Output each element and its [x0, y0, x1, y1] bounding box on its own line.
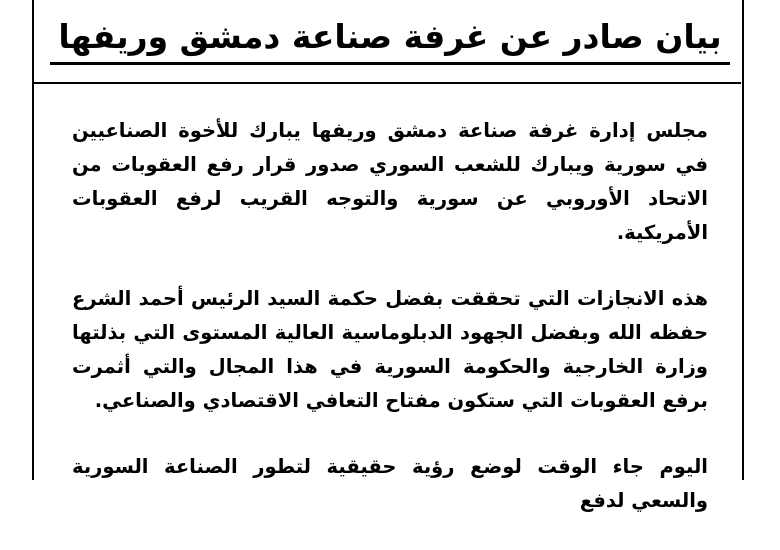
paragraph-congratulations: مجلس إدارة غرفة صناعة دمشق وريفها يبارك للأخوة الصناعيين في سورية ويبارك للشعب السوري صدور قرار رفع العقوبات من الاتحاد الأوروبي عن سورية والتوجه القريب لرفع العقوبات الأمريكية. — [72, 119, 708, 244]
document-body — [72, 114, 708, 550]
paragraph-vision: اليوم جاء الوقت لوضع رؤية حقيقية لتطور الصناعة السورية والسعي لدفع — [72, 455, 708, 512]
document-title: بيان صادر عن غرفة صناعة دمشق وريفها — [50, 14, 729, 65]
title-divider — [33, 82, 741, 84]
paragraph-achievements: هذه الانجازات التي تحققت بفضل حكمة السيد الرئيس أحمد الشرع حفظه الله وبفضل الجهود الدبلوماسية العالية المستوى التي بذلتها وزارة الخارجية والحكومة السورية في هذا المجال والتي أثمرت برفع العقوبات التي ستكون مفتاح التعافي الاقتصادي والصناعي. — [72, 287, 708, 412]
title-container — [0, 14, 780, 65]
